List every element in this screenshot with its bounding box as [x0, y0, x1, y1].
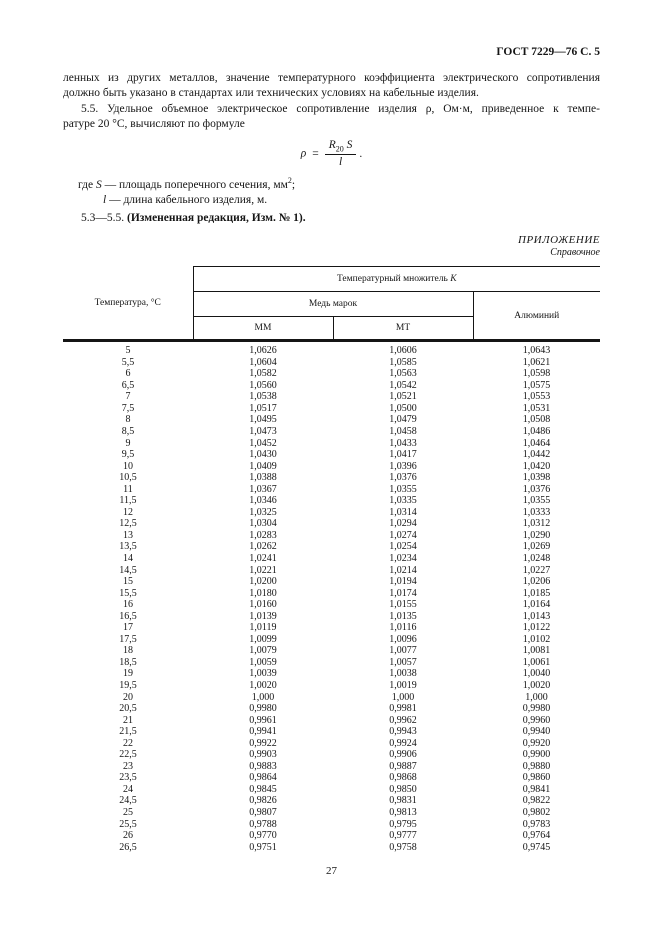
table-row [63, 472, 600, 484]
table-row [63, 368, 600, 380]
where-text-s: — площадь поперечного сечения, мм [101, 179, 288, 192]
table-cell: 0,9880 [522, 760, 551, 772]
table-cell: 1,0039 [249, 668, 277, 680]
table-cell: 0,9845 [249, 783, 277, 795]
table-cell: 13 [123, 529, 133, 541]
table-cell: 21 [123, 714, 133, 726]
table-cell: 0,9860 [522, 772, 551, 784]
table-cell: 5,5 [121, 356, 135, 368]
table-cell: 25 [123, 807, 133, 818]
table-cell: 17,5 [119, 633, 137, 645]
table-cell: 1,0486 [522, 425, 551, 437]
table-cell: 1,0081 [522, 645, 551, 657]
table-cell: 0,9900 [522, 749, 551, 761]
table-cell: 0,9864 [249, 772, 277, 784]
where-var-s: S [95, 179, 102, 192]
table-cell: 0,9961 [249, 714, 277, 726]
formula-equals: = [312, 147, 319, 160]
amendment-clauses: 5.3—5.5. [81, 212, 125, 225]
table-cell: 8,5 [121, 425, 135, 437]
formula-s: S [346, 139, 353, 151]
col-header-copper: Медь марок [193, 292, 473, 317]
table-row [63, 807, 600, 819]
formula-l: l [338, 156, 343, 169]
where-line-s [78, 174, 600, 192]
table-cell: 18,5 [119, 656, 137, 668]
table-cell: 0,9887 [389, 760, 417, 772]
multiplier-label: Температурный множитель [336, 274, 448, 285]
table-row [63, 784, 600, 796]
table-cell: 1,0376 [522, 483, 551, 495]
paragraph-intro [63, 71, 600, 100]
table-cell: 1,0420 [522, 460, 551, 472]
table-cell: 1,0283 [249, 529, 277, 541]
table-cell: 1,0396 [389, 460, 417, 472]
table-row [63, 715, 600, 727]
table-row [63, 703, 600, 715]
table-row [63, 438, 600, 450]
table-row [63, 795, 600, 807]
table-cell: 1,0164 [522, 599, 551, 611]
table-cell: 1,0542 [389, 379, 417, 391]
table-row [63, 622, 600, 634]
table-cell: 6,5 [121, 379, 135, 391]
table-row [63, 668, 600, 680]
table-cell: 1,0473 [249, 425, 277, 437]
table-cell: 1,0079 [249, 645, 277, 657]
table-cell: 1,0452 [249, 437, 277, 449]
table-cell: 1,0626 [249, 345, 277, 357]
amendment-note [81, 212, 600, 224]
table-cell: 24,5 [119, 795, 137, 807]
table-cell: 0,9764 [522, 830, 551, 842]
table-cell: 1,0077 [389, 645, 417, 657]
table-cell: 1,0417 [389, 449, 417, 461]
table-cell: 8 [125, 414, 131, 426]
table-cell: 1,0367 [249, 483, 277, 495]
table-cell: 0,9826 [249, 795, 277, 807]
table-row [63, 738, 600, 750]
amendment-bold-text: (Измененная редакция, Изм. № 1). [127, 212, 306, 225]
table-cell: 0,9770 [249, 830, 277, 842]
table-row [63, 576, 600, 588]
where-end-s: ; [291, 179, 296, 192]
formula-denominator [325, 155, 357, 168]
table-cell: 1,0180 [249, 587, 277, 599]
table-cell: 0,9745 [522, 841, 551, 853]
table-cell: 1,0057 [389, 656, 417, 668]
formula-rho: ρ [300, 147, 307, 160]
table-cell: 1,0355 [389, 483, 417, 495]
table-cell: 1,0430 [249, 449, 277, 461]
table-row [63, 842, 600, 854]
table-cell: 1,0621 [522, 356, 551, 368]
table-cell: 0,9981 [389, 703, 417, 715]
table-cell: 7,5 [121, 402, 135, 414]
table-cell: 22 [123, 737, 133, 749]
formula-fraction [325, 139, 357, 168]
table-row [63, 449, 600, 461]
table-cell: 17 [123, 622, 133, 634]
table-cell: 1,0563 [389, 368, 417, 380]
table-cell: 1,0274 [389, 529, 417, 541]
table-cell: 0,9924 [389, 737, 417, 749]
table-cell: 1,0160 [249, 599, 277, 611]
table-row [63, 530, 600, 542]
table-cell: 1,0038 [389, 668, 417, 680]
table-cell: 0,9841 [522, 783, 551, 795]
table-cell: 22,5 [119, 749, 137, 761]
table-cell: 1,0294 [389, 518, 417, 530]
table-cell: 1,0227 [522, 564, 551, 576]
table-row [63, 507, 600, 519]
table-cell: 1,0643 [522, 345, 551, 357]
table-cell: 25,5 [119, 818, 137, 830]
table-cell: 0,9831 [389, 795, 417, 807]
table-cell: 1,0019 [389, 679, 417, 691]
table-cell: 26 [123, 830, 133, 842]
where-var-l: l [103, 193, 107, 206]
table-row [63, 657, 600, 669]
table-cell: 16,5 [119, 610, 137, 622]
table-cell: 0,9941 [249, 726, 277, 738]
table-row [63, 830, 600, 842]
table-row [63, 599, 600, 611]
table-cell: 0,9777 [389, 830, 417, 842]
table-cell: 1,0314 [389, 506, 417, 518]
col-header-multiplier [193, 267, 600, 292]
table-cell: 0,9943 [389, 726, 417, 738]
table-cell: 1,0376 [389, 472, 417, 484]
table-cell: 21,5 [119, 726, 137, 738]
table-cell: 20 [123, 691, 133, 703]
formula [63, 139, 600, 168]
table-row [63, 391, 600, 403]
formula-numerator [325, 139, 357, 155]
table-cell: 14 [123, 552, 133, 564]
table-cell: 14,5 [119, 564, 137, 576]
table-cell: 1,0479 [389, 414, 417, 426]
table-cell: 11,5 [119, 495, 137, 507]
table-cell: 0,9883 [249, 760, 277, 772]
table-cell: 1,0388 [249, 472, 277, 484]
col-header-mm: ММ [193, 317, 333, 341]
table-cell: 1,0433 [389, 437, 417, 449]
table-row [63, 495, 600, 507]
table-cell: 1,0531 [522, 402, 551, 414]
table-cell: 26,5 [119, 841, 137, 853]
table-cell: 23 [123, 760, 133, 772]
table-cell: 0,9807 [249, 807, 277, 818]
table-cell: 1,0119 [249, 622, 277, 634]
table-row [63, 645, 600, 657]
appendix-title: ПРИЛОЖЕНИЕ [518, 234, 600, 247]
table-row [63, 341, 600, 357]
table-cell: 1,0442 [522, 449, 551, 461]
table-cell: 1,0254 [389, 541, 417, 553]
table-cell: 1,0508 [522, 414, 551, 426]
table-row [63, 414, 600, 426]
table-cell: 1,0241 [249, 552, 277, 564]
table-cell: 1,0185 [522, 587, 551, 599]
table-cell: 1,000 [391, 691, 415, 703]
table-cell: 10 [123, 460, 133, 472]
table-cell: 11 [123, 483, 133, 495]
table-cell: 1,0040 [522, 668, 551, 680]
table-cell: 0,9906 [389, 749, 417, 761]
multiplier-table [63, 266, 600, 853]
table-cell: 12,5 [119, 518, 137, 530]
table-cell: 1,0333 [522, 506, 551, 518]
table-cell: 1,0582 [249, 368, 277, 380]
table-cell: 0,9813 [389, 807, 417, 818]
table-cell: 0,9802 [522, 807, 551, 818]
table-cell: 1,0139 [249, 610, 277, 622]
table-cell: 1,0304 [249, 518, 277, 530]
table-cell: 1,0538 [249, 391, 277, 403]
where-line-l [103, 193, 600, 208]
table-cell: 1,0517 [249, 402, 277, 414]
table-row [63, 692, 600, 704]
table-cell: 0,9758 [389, 841, 417, 853]
table-cell: 0,9795 [389, 818, 417, 830]
table-cell: 0,9962 [389, 714, 417, 726]
table-cell: 0,9751 [249, 841, 277, 853]
formula-r-subscript: 20 [335, 144, 344, 154]
table-cell: 1,0200 [249, 576, 277, 588]
table-cell: 19 [123, 668, 133, 680]
table-cell: 1,0135 [389, 610, 417, 622]
where-label: где [78, 179, 94, 192]
table-cell: 0,9783 [522, 818, 551, 830]
where-text-l: — длина кабельного изделия, м. [106, 193, 268, 206]
table-cell: 1,0234 [389, 552, 417, 564]
table-cell: 1,0346 [249, 495, 277, 507]
where-sup-2: 2 [287, 176, 292, 186]
table-header-row-1 [63, 267, 600, 292]
text-line: 5.5. Удельное объемное электрическое сопротивление изделия ρ, Ом·м, приведенное к темпе- [81, 103, 600, 115]
appendix-label [63, 234, 600, 258]
table-cell: 6 [125, 368, 131, 380]
table-cell: 0,9960 [522, 714, 551, 726]
table-cell: 15,5 [119, 587, 137, 599]
table-cell: 1,0099 [249, 633, 277, 645]
table-row [63, 403, 600, 415]
table-cell: 1,0500 [389, 402, 417, 414]
table-cell: 1,0194 [389, 576, 417, 588]
table-cell: 1,0312 [522, 518, 551, 530]
table-row [63, 726, 600, 738]
doc-number: ГОСТ 7229—76 С. 5 [496, 46, 600, 58]
table-cell: 1,0598 [522, 368, 551, 380]
table-cell: 1,0102 [522, 633, 551, 645]
table-body [63, 341, 600, 854]
table-cell: 0,9980 [522, 703, 551, 715]
table-cell: 1,0020 [522, 679, 551, 691]
table-cell: 0,9922 [249, 737, 277, 749]
table-row [63, 541, 600, 553]
table-row [63, 819, 600, 831]
table-header [63, 267, 600, 341]
col-header-temperature: Температура, °С [94, 297, 161, 308]
table-cell: 19,5 [119, 679, 137, 691]
table-row [63, 426, 600, 438]
table-cell: 16 [123, 599, 133, 611]
table-cell: 1,0061 [522, 656, 551, 668]
table-cell: 20,5 [119, 703, 137, 715]
table-cell: 1,0248 [522, 552, 551, 564]
table-cell: 0,9980 [249, 703, 277, 715]
table-cell: 24 [123, 783, 133, 795]
table-cell: 5 [125, 345, 131, 357]
table-cell: 1,0398 [522, 472, 551, 484]
table-cell: 9 [125, 437, 131, 449]
table-row [63, 772, 600, 784]
table-cell: 1,0155 [389, 599, 417, 611]
table-row [63, 680, 600, 692]
table-cell: 12 [123, 506, 133, 518]
table-cell: 1,0553 [522, 391, 551, 403]
table-row [63, 553, 600, 565]
text-line: ратуре 20 °С, вычисляют по формуле [63, 117, 245, 130]
table-cell: 1,0575 [522, 379, 551, 391]
table-cell: 1,0585 [389, 356, 417, 368]
table-cell: 1,0355 [522, 495, 551, 507]
page-number: 27 [326, 865, 337, 878]
table-cell: 1,0290 [522, 529, 551, 541]
table-cell: 0,9850 [389, 783, 417, 795]
table-cell: 0,9868 [389, 772, 417, 784]
table-row [63, 611, 600, 623]
table-cell: 1,0521 [389, 391, 417, 403]
table-cell: 10,5 [119, 472, 137, 484]
table-cell: 1,0458 [389, 425, 417, 437]
table-row [63, 461, 600, 473]
table-cell: 23,5 [119, 772, 137, 784]
col-header-aluminium: Алюминий [473, 292, 600, 341]
table-row [63, 518, 600, 530]
table-row [63, 357, 600, 369]
text-line: должно быть указано в стандартах или технических условиях на кабельные изделия. [63, 86, 479, 99]
table-cell: 1,000 [525, 691, 548, 703]
table-cell: 7 [125, 391, 131, 403]
table-cell: 1,0221 [249, 564, 277, 576]
paragraph-clause-5-5 [63, 102, 600, 131]
table-cell: 9,5 [121, 449, 135, 461]
table-cell: 1,0116 [389, 622, 417, 634]
where-block [63, 174, 600, 207]
table-row [63, 588, 600, 600]
table-cell: 15 [123, 576, 133, 588]
table-cell: 1,0206 [522, 576, 551, 588]
col-header-mt: МТ [333, 317, 473, 341]
table-cell: 0,9903 [249, 749, 277, 761]
table-cell: 0,9788 [249, 818, 277, 830]
table-cell: 0,9920 [522, 737, 551, 749]
table-cell: 1,0325 [249, 506, 277, 518]
table-row [63, 749, 600, 761]
table-row [63, 634, 600, 646]
table-row [63, 484, 600, 496]
table-cell: 1,0335 [389, 495, 417, 507]
table-cell: 1,0606 [389, 345, 417, 357]
multiplier-symbol-k: К [450, 274, 457, 285]
table-cell: 1,0464 [522, 437, 551, 449]
table-row [63, 565, 600, 577]
table-cell: 18 [123, 645, 133, 657]
table-cell: 13,5 [119, 541, 137, 553]
formula-r: R [328, 139, 336, 151]
table-row [63, 761, 600, 773]
table-row [63, 380, 600, 392]
text-line: ленных из других металлов, значение температурного коэффициента электрического сопротивления [63, 72, 600, 84]
table-cell: 1,0174 [389, 587, 417, 599]
doc-header [63, 46, 600, 58]
table-cell: 1,0269 [522, 541, 551, 553]
table-cell: 1,0495 [249, 414, 277, 426]
table-cell: 1,0214 [389, 564, 417, 576]
table-cell: 1,0143 [522, 610, 551, 622]
table-cell: 0,9940 [522, 726, 551, 738]
table-cell: 1,0409 [249, 460, 277, 472]
appendix-subtitle: Справочное [550, 247, 600, 259]
table-cell: 1,0020 [249, 679, 277, 691]
table-cell: 1,0122 [522, 622, 551, 634]
table-cell: 1,0604 [249, 356, 277, 368]
table-cell: 0,9822 [522, 795, 551, 807]
table-cell: 1,0096 [389, 633, 417, 645]
table-cell: 1,0262 [249, 541, 277, 553]
formula-period: . [359, 147, 363, 160]
table-cell: 1,0059 [249, 656, 277, 668]
table-cell: 1,000 [251, 691, 275, 703]
table-cell: 1,0560 [249, 379, 277, 391]
